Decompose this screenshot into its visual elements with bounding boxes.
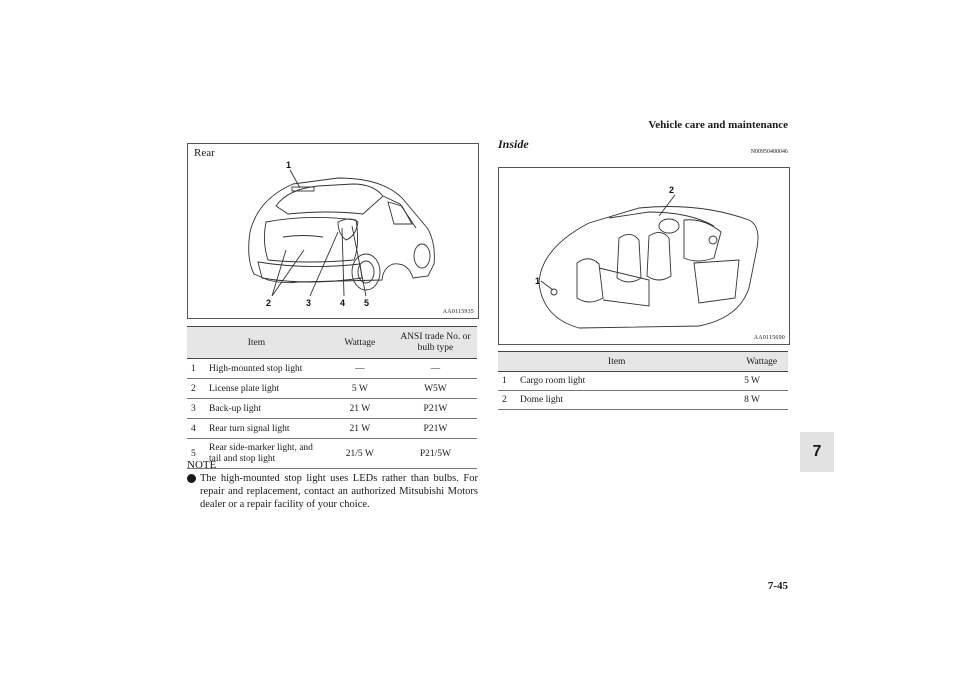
rear-callout-5: 5	[364, 298, 370, 308]
row-ansi: —	[394, 359, 477, 379]
row-ansi: W5W	[394, 379, 477, 399]
inside-section-title: Inside	[498, 137, 529, 151]
row-ansi: P21W	[394, 419, 477, 439]
interior-illustration	[499, 168, 789, 344]
table-row	[187, 419, 477, 439]
row-ansi: P21/5W	[394, 439, 477, 469]
row-item: Rear turn signal light	[205, 419, 326, 439]
page-number: 7-45	[767, 580, 788, 592]
rear-figure-code: AA0115935	[442, 309, 474, 315]
chapter-tab: 7	[800, 432, 834, 472]
row-wattage: 21 W	[326, 419, 394, 439]
inside-bulb-table	[498, 351, 788, 410]
row-number: 3	[187, 399, 205, 419]
rear-car-illustration	[188, 144, 478, 318]
table-row	[498, 372, 788, 391]
row-wattage: 5 W	[735, 372, 788, 391]
row-wattage: —	[326, 359, 394, 379]
row-number: 2	[187, 379, 205, 399]
row-wattage: 8 W	[735, 391, 788, 410]
row-item: Rear side-marker light, and tail and stop light	[205, 439, 326, 469]
rear-col-ansi: ANSI trade No. or bulb type	[394, 327, 477, 359]
note-text: The high-mounted stop light uses LEDs rather than bulbs. For repair and replacement, contact an authorized Mitsubishi Motors dealer or a repair facility of your choice.	[200, 473, 478, 510]
row-item: License plate light	[205, 379, 326, 399]
rear-col-item: Item	[187, 327, 326, 359]
inside-callout-1: 1	[535, 276, 541, 286]
table-row	[187, 399, 477, 419]
rear-lights-figure	[187, 143, 479, 319]
row-item: Cargo room light	[516, 372, 735, 391]
rear-col-wattage: Wattage	[326, 327, 394, 359]
row-wattage: 21 W	[326, 399, 394, 419]
row-number: 1	[187, 359, 205, 379]
inside-figure-code: AA0115690	[753, 335, 785, 341]
row-wattage: 5 W	[326, 379, 394, 399]
row-number: 1	[498, 372, 516, 391]
rear-figure-title: Rear	[194, 147, 215, 159]
row-ansi: P21W	[394, 399, 477, 419]
rear-callout-3: 3	[306, 298, 312, 308]
inside-col-wattage: Wattage	[735, 352, 788, 372]
row-wattage: 21/5 W	[326, 439, 394, 469]
bullet-icon	[187, 474, 196, 483]
inside-col-item: Item	[498, 352, 735, 372]
rear-bulb-table	[187, 326, 477, 469]
rear-callout-4: 4	[340, 298, 346, 308]
row-number: 5	[187, 439, 205, 469]
inside-callout-2: 2	[669, 185, 675, 195]
inside-lights-figure	[498, 167, 790, 345]
row-item: Back-up light	[205, 399, 326, 419]
table-row	[498, 391, 788, 410]
table-row	[187, 359, 477, 379]
table-row	[187, 379, 477, 399]
row-number: 4	[187, 419, 205, 439]
running-header: Vehicle care and maintenance	[648, 119, 788, 131]
note-heading: NOTE	[187, 459, 217, 471]
row-item: Dome light	[516, 391, 735, 410]
table-row	[187, 439, 477, 469]
rear-callout-2: 2	[266, 298, 272, 308]
inside-section-code: N00950400046	[750, 149, 788, 155]
row-number: 2	[498, 391, 516, 410]
rear-callout-1: 1	[286, 160, 292, 170]
row-item: High-mounted stop light	[205, 359, 326, 379]
